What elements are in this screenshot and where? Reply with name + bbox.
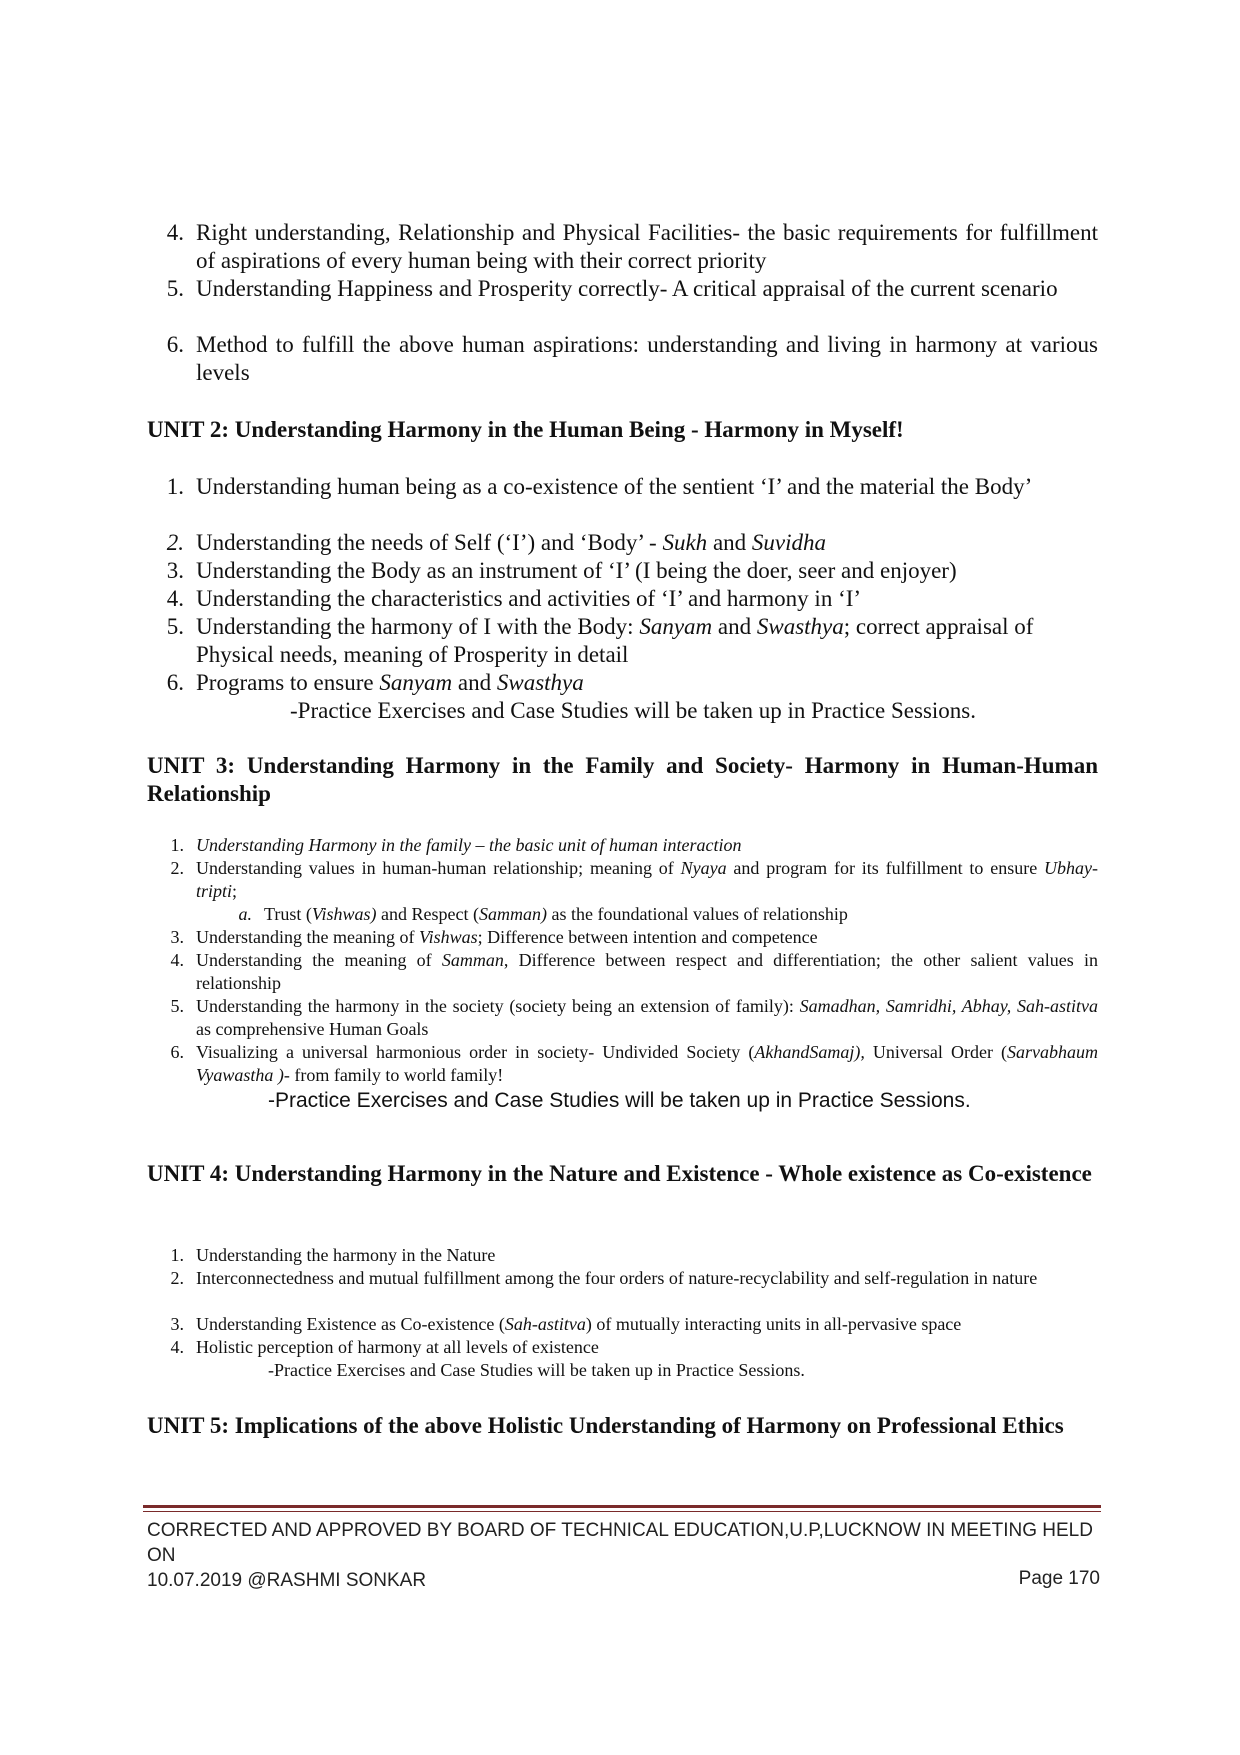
item-text: Understanding Harmony in the family – the basic unit of human interaction bbox=[196, 835, 742, 855]
list-item bbox=[147, 331, 1098, 387]
item-text: Trust (Vishwas) and Respect (Samman) as the foundational values of relationship bbox=[264, 904, 848, 924]
item-number: 1. bbox=[166, 474, 184, 499]
item-number: 2. bbox=[170, 858, 184, 878]
item-text: Visualizing a universal harmonious order in society- Undivided Society (AkhandSamaj), Universal Order (Sarvabhaum Vyawastha )- from family to world family! bbox=[196, 1042, 1098, 1085]
unit-4-heading: UNIT 4: Understanding Harmony in the Nature and Existence - Whole existence as Co-existence bbox=[147, 1161, 1092, 1186]
item-number: 2. bbox=[166, 530, 184, 555]
item-number: 1. bbox=[170, 835, 184, 855]
item-text: Understanding the Body as an instrument of ‘I’ (I being the doer, seer and enjoyer) bbox=[196, 558, 957, 583]
item-number: 1. bbox=[170, 1245, 184, 1265]
item-text: Understanding the needs of Self (‘I’) and ‘Body’ - Sukh and Suvidha bbox=[196, 530, 827, 555]
page-number: Page 170 bbox=[1018, 1568, 1100, 1589]
item-text: Understanding the meaning of Vishwas; Difference between intention and competence bbox=[196, 927, 818, 947]
footer-line-2: 10.07.2019 @RASHMI SONKAR bbox=[147, 1570, 427, 1591]
item-number: 6. bbox=[166, 670, 184, 695]
footer-rule-thin bbox=[143, 1511, 1101, 1512]
item-text: Understanding values in human-human relationship; meaning of Nyaya and program for its fulfillment to ensure Ubhay-tripti; bbox=[196, 858, 1098, 901]
item-text: Understanding Happiness and Prosperity correctly- A critical appraisal of the current scenario bbox=[196, 276, 1058, 301]
list-item bbox=[147, 1313, 1098, 1336]
item-text: Understanding the harmony in the Nature bbox=[196, 1245, 496, 1265]
list-item bbox=[147, 949, 1098, 995]
item-number: 4. bbox=[170, 1337, 184, 1357]
list-item bbox=[147, 1336, 1098, 1359]
footer-approval-note bbox=[147, 1518, 1107, 1593]
list-item bbox=[147, 585, 1098, 613]
item-text: Understanding Existence as Co-existence (Sah-astitva) of mutually interacting units in all-pervasive space bbox=[196, 1314, 962, 1334]
footer-rule bbox=[143, 1505, 1101, 1508]
item-text: Method to fulfill the above human aspirations: understanding and living in harmony at various levels bbox=[196, 332, 1098, 385]
list-item bbox=[147, 219, 1098, 275]
practice-note: -Practice Exercises and Case Studies will be taken up in Practice Sessions. bbox=[290, 698, 976, 723]
item-number: 4. bbox=[166, 220, 184, 245]
item-text: Interconnectedness and mutual fulfillment among the four orders of nature-recyclability and self-regulation in nature bbox=[196, 1268, 1038, 1288]
list-item bbox=[147, 557, 1098, 585]
list-item bbox=[147, 1041, 1098, 1087]
item-number: 5. bbox=[166, 276, 184, 301]
unit-2-heading: UNIT 2: Understanding Harmony in the Human Being - Harmony in Myself! bbox=[147, 417, 904, 442]
list-item bbox=[147, 669, 1098, 697]
item-number: 2. bbox=[170, 1268, 184, 1288]
item-text: Understanding the harmony of I with the Body: Sanyam and Swasthya; correct appraisal of Physical needs, meaning of Prosperity in detail bbox=[196, 614, 1034, 667]
list-item bbox=[147, 613, 1098, 669]
item-number: 3. bbox=[166, 558, 184, 583]
list-item bbox=[222, 903, 1084, 926]
list-item bbox=[147, 529, 1098, 557]
item-number: 5. bbox=[166, 614, 184, 639]
item-text: Right understanding, Relationship and Physical Facilities- the basic requirements for fulfillment of aspirations of every human being with their correct priority bbox=[196, 220, 1098, 273]
unit-5-heading: UNIT 5: Implications of the above Holistic Understanding of Harmony on Professional Ethics bbox=[147, 1413, 1064, 1438]
item-number: 5. bbox=[170, 996, 184, 1016]
item-text: Programs to ensure Sanyam and Swasthya bbox=[196, 670, 584, 695]
list-item bbox=[147, 275, 1098, 303]
unit-3-heading: UNIT 3: Understanding Harmony in the Family and Society- Harmony in Human-Human Relationship bbox=[147, 753, 1098, 806]
item-text: Understanding the harmony in the society (society being an extension of family): Samadhan, Samridhi, Abhay, Sah-astitva as comprehensive Human Goals bbox=[196, 996, 1098, 1039]
item-text: Understanding human being as a co-existence of the sentient ‘I’ and the material the Body’ bbox=[196, 474, 1033, 499]
item-number: 3. bbox=[170, 1314, 184, 1334]
practice-note: -Practice Exercises and Case Studies will be taken up in Practice Sessions. bbox=[268, 1360, 805, 1380]
list-item bbox=[147, 926, 1098, 949]
list-item bbox=[147, 1244, 1098, 1267]
item-text: Understanding the characteristics and activities of ‘I’ and harmony in ‘I’ bbox=[196, 586, 862, 611]
list-item bbox=[147, 473, 1098, 501]
item-number: 6. bbox=[170, 1042, 184, 1062]
item-letter: a. bbox=[238, 904, 252, 924]
footer-line-1: CORRECTED AND APPROVED BY BOARD OF TECHNICAL EDUCATION,U.P,LUCKNOW IN MEETING HELD ON bbox=[147, 1520, 1093, 1566]
list-item bbox=[147, 834, 1098, 857]
list-item bbox=[147, 1267, 1098, 1290]
item-text: Understanding the meaning of Samman, Difference between respect and differentiation; the other salient values in relationship bbox=[196, 950, 1098, 993]
list-item bbox=[147, 857, 1098, 903]
item-number: 3. bbox=[170, 927, 184, 947]
item-text: Holistic perception of harmony at all levels of existence bbox=[196, 1337, 599, 1357]
list-item bbox=[147, 995, 1098, 1041]
item-number: 4. bbox=[170, 950, 184, 970]
practice-note: -Practice Exercises and Case Studies will be taken up in Practice Sessions. bbox=[268, 1089, 971, 1112]
item-number: 4. bbox=[166, 586, 184, 611]
item-number: 6. bbox=[166, 332, 184, 357]
